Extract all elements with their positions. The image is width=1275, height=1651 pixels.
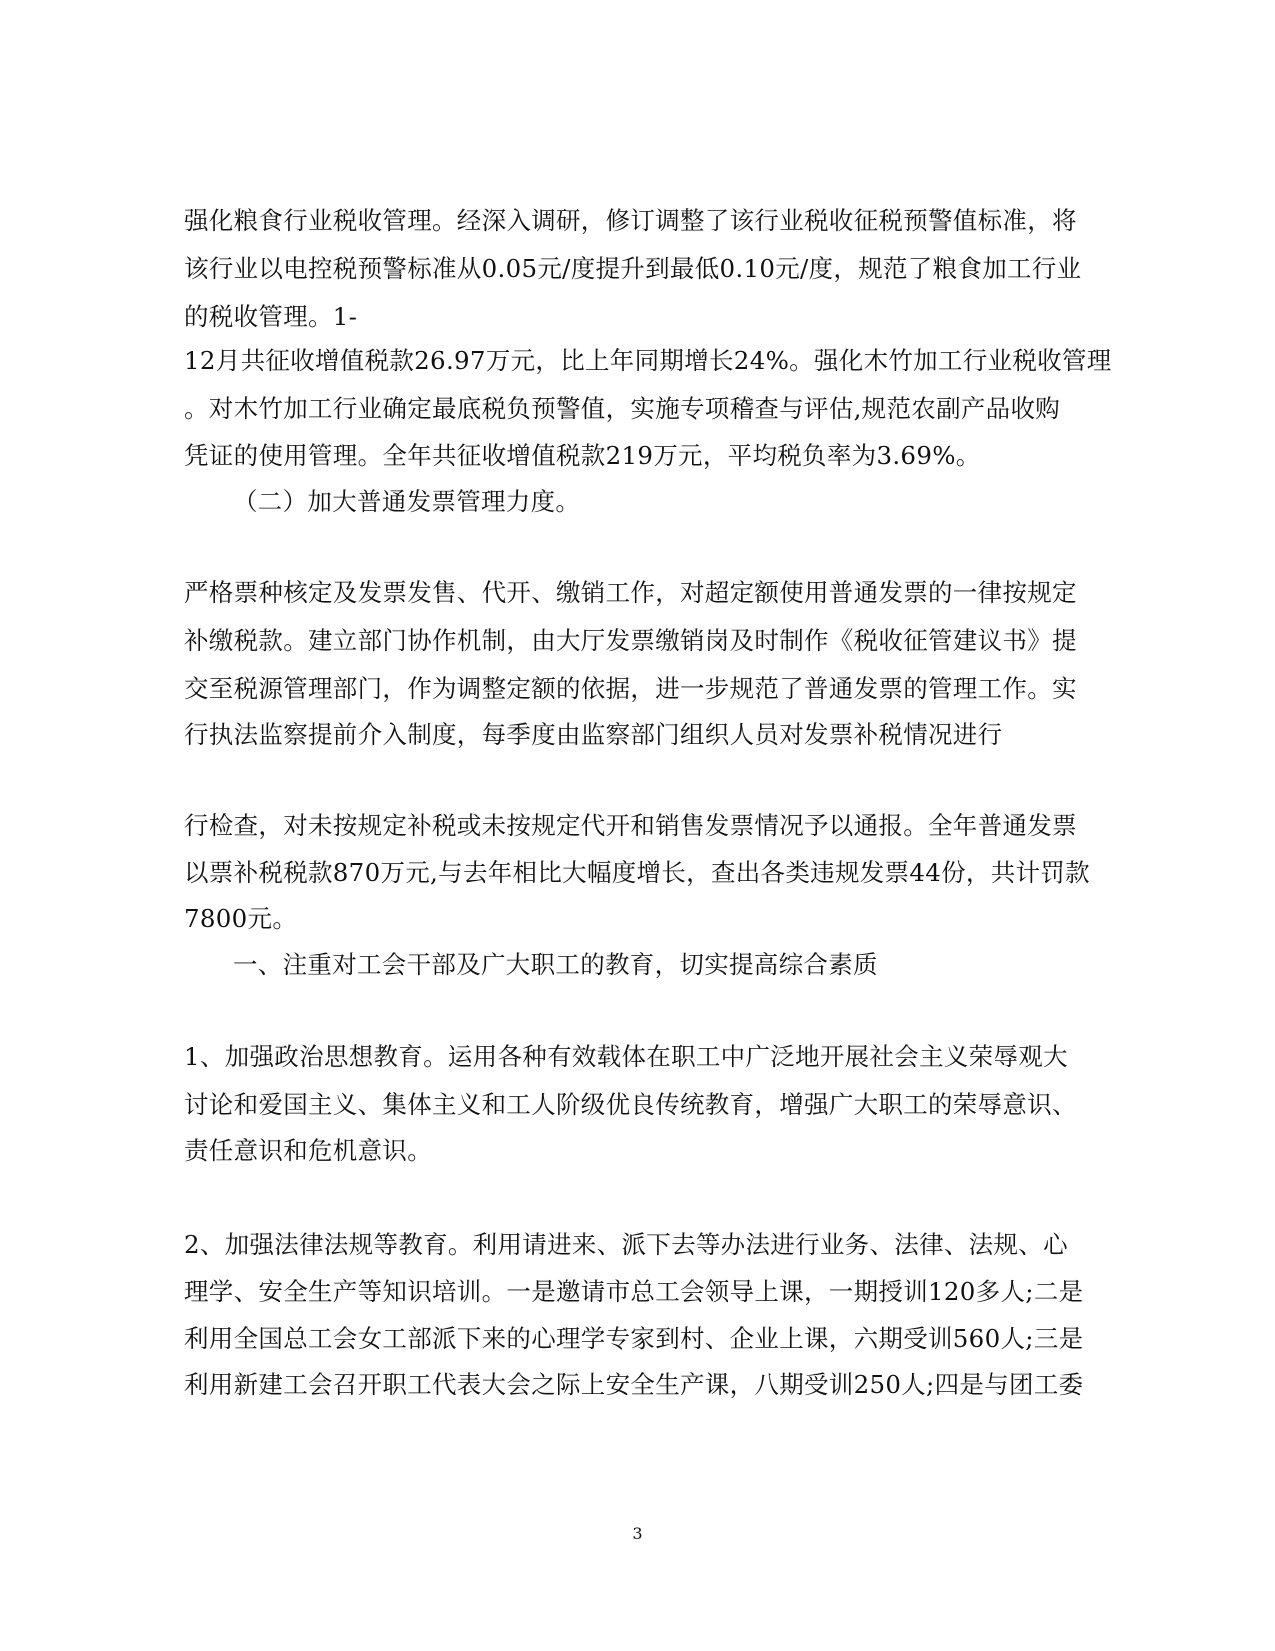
text-line: 该行业以电控税预警标准从0.05元/度提升到最低0.10元/度，规范了粮食加工行业 [184, 254, 1082, 283]
text-line: 12月共征收增值税款26.97万元，比上年同期增长24%。强化木竹加工行业税收管理 [184, 346, 1112, 375]
text-line: 以票补税税款870万元,与去年相比大幅度增长，查出各类违规发票44份，共计罚款 [184, 858, 1090, 887]
text-line: 讨论和爱国主义、集体主义和工人阶级优良传统教育，增强广大职工的荣辱意识、 [184, 1090, 1077, 1119]
text-line: 7800元。 [184, 904, 298, 933]
text-line: 行检查，对未按规定补税或未按规定代开和销售发票情况予以通报。全年普通发票 [184, 811, 1077, 840]
text-line: 责任意识和危机意识。 [184, 1136, 432, 1165]
text-line: 1、加强政治思想教育。运用各种有效载体在职工中广泛地开展社会主义荣辱观大 [184, 1042, 1068, 1071]
text-line: 的税收管理。1- [184, 302, 358, 331]
text-line: 严格票种核定及发票发售、代开、缴销工作，对超定额使用普通发票的一律按规定 [184, 578, 1077, 607]
text-line: 行执法监察提前介入制度，每季度由监察部门组织人员对发票补税情况进行 [184, 720, 1003, 749]
text-line: 利用全国总工会女工部派下来的心理学专家到村、企业上课，六期受训560人;三是 [184, 1324, 1084, 1353]
section-heading: 一、注重对工会干部及广大职工的教育，切实提高综合素质 [233, 950, 878, 979]
text-line: 利用新建工会召开职工代表大会之际上安全生产课，八期受训250人;四是与团工委 [184, 1370, 1084, 1399]
text-line: 交至税源管理部门，作为调整定额的依据，进一步规范了普通发票的管理工作。实 [184, 674, 1077, 703]
page-number: 3 [632, 1524, 643, 1543]
text-line: 补缴税款。建立部门协作机制，由大厅发票缴销岗及时制作《税收征管建议书》提 [184, 626, 1077, 655]
text-line: 凭证的使用管理。全年共征收增值税款219万元，平均税负率为3.69%。 [184, 441, 981, 470]
text-line: 。对木竹加工行业确定最底税负预警值，实施专项稽查与评估,规范农副产品收购 [184, 394, 1061, 423]
text-line: 2、加强法律法规等教育。利用请进来、派下去等办法进行业务、法律、法规、心 [184, 1230, 1068, 1259]
text-line: 理学、安全生产等知识培训。一是邀请市总工会领导上课，一期授训120多人;二是 [184, 1277, 1084, 1306]
text-line: 强化粮食行业税收管理。经深入调研，修订调整了该行业税收征税预警值标准，将 [184, 206, 1077, 235]
section-heading: （二）加大普通发票管理力度。 [233, 487, 581, 516]
